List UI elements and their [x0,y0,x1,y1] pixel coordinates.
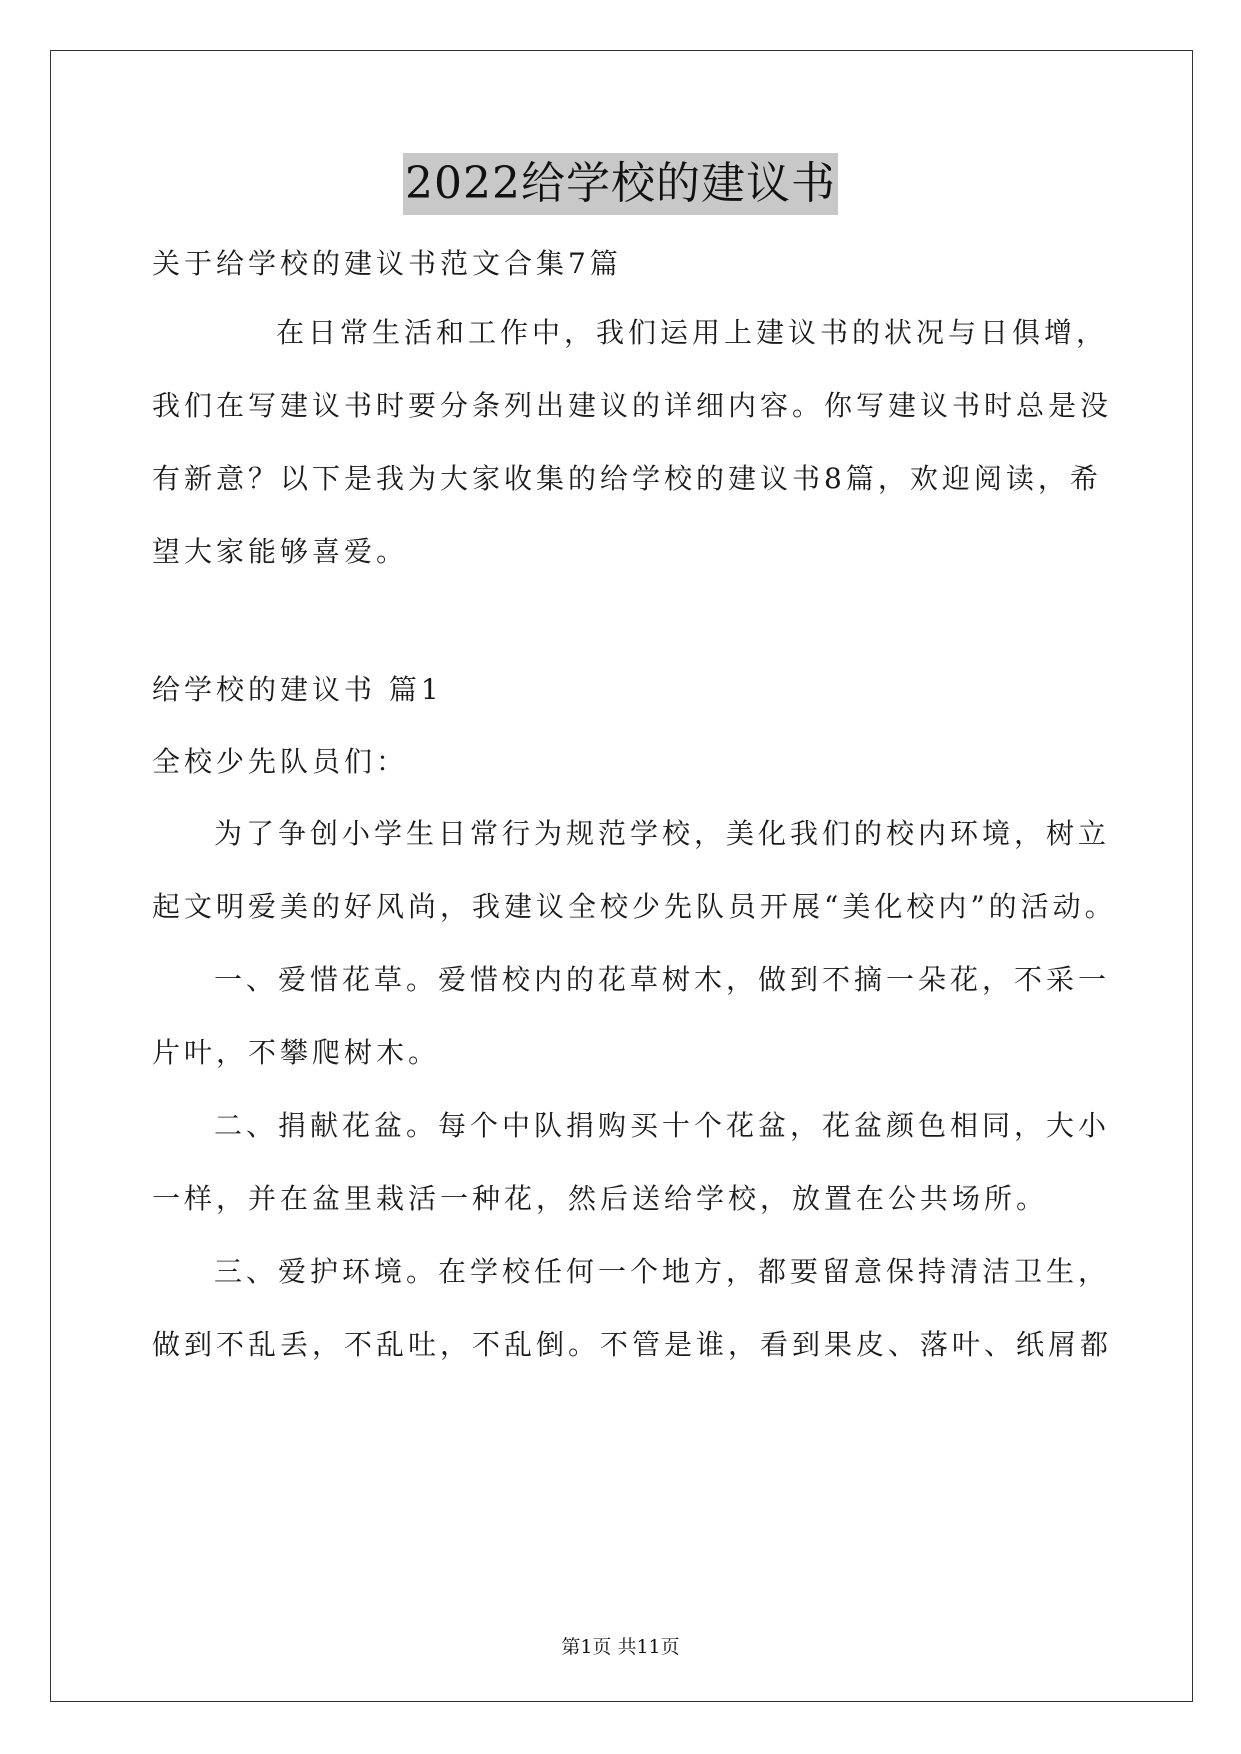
title-container [0,153,1241,215]
page-border [50,50,1193,1702]
body-line-5: 二、捐献花盆。每个中队捐购买十个花盆，花盆颜色相同，大小 [214,1109,1111,1142]
salutation: 全校少先队员们： [152,745,409,778]
intro-line-4: 望大家能够喜爱。 [152,535,409,568]
section-heading: 给学校的建议书 篇1 [152,673,443,706]
body-line-7: 三、爱护环境。在学校任何一个地方，都要留意保持清洁卫生， [214,1255,1111,1288]
body-line-3: 一、爱惜花草。爱惜校内的花草树木，做到不摘一朵花，不采一 [214,963,1111,996]
body-line-6: 一样，并在盆里栽活一种花，然后送给学校，放置在公共场所。 [152,1182,1049,1215]
body-line-8: 做到不乱丢，不乱吐，不乱倒。不管是谁，看到果皮、落叶、纸屑都 [152,1328,1113,1361]
page-number-footer: 第1页 共11页 [561,1636,680,1658]
body-line-2: 起文明爱美的好风尚，我建议全校少先队员开展“美化校内”的活动。 [152,890,1117,923]
body-line-1: 为了争创小学生日常行为规范学校，美化我们的校内环境，树立 [214,817,1111,850]
intro-line-1: 在日常生活和工作中，我们运用上建议书的状况与日俱增， [276,316,1109,349]
intro-line-3: 有新意？以下是我为大家收集的给学校的建议书8篇，欢迎阅读，希 [152,462,1102,495]
document-title: 2022给学校的建议书 [403,153,838,215]
intro-line-2: 我们在写建议书时要分条列出建议的详细内容。你写建议书时总是没 [152,389,1113,422]
body-line-4: 片叶，不攀爬树木。 [152,1036,441,1069]
document-subtitle: 关于给学校的建议书范文合集7篇 [152,247,622,280]
